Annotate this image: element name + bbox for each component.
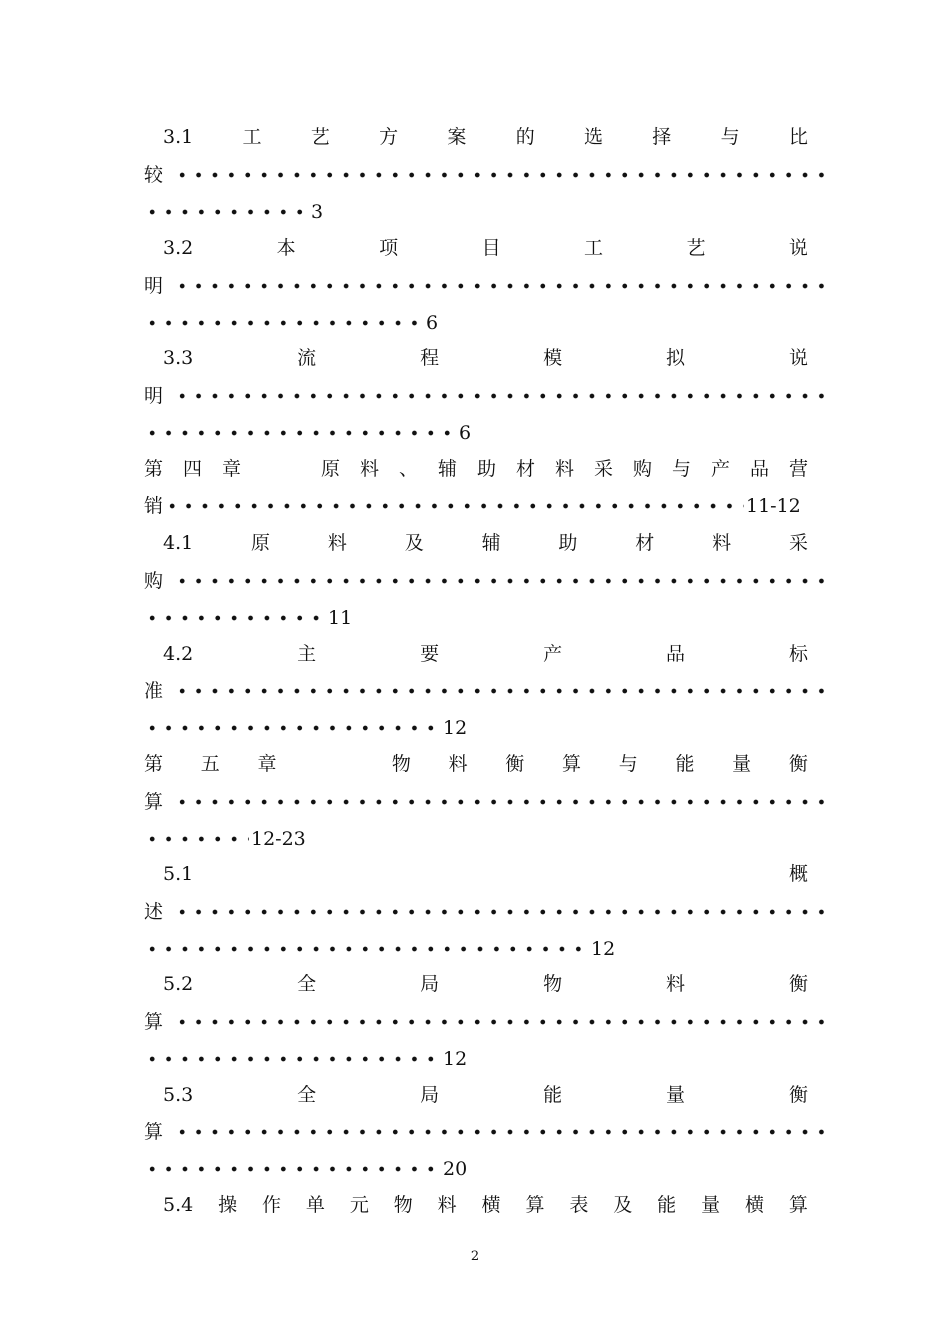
toc-entry-char: 算: [788, 1194, 808, 1216]
toc-entry-char: 量: [701, 1194, 721, 1216]
toc-entry-char: 衡: [788, 973, 808, 995]
toc-leader-line: [144, 1120, 828, 1144]
toc-entry-char: 局: [420, 1084, 440, 1106]
toc-entry-number: 4.1: [163, 532, 194, 554]
toc-entry-char: 元: [349, 1194, 369, 1216]
toc-entry-char: 料: [437, 1194, 457, 1216]
toc-entry-wrap-char: 明: [144, 275, 164, 297]
toc-leader-line: [144, 200, 323, 224]
dot-leader: [164, 503, 744, 509]
toc-entry-char: 拟: [666, 347, 686, 369]
toc-entry-char: 采: [788, 532, 808, 554]
toc-entry-char: 横: [481, 1194, 501, 1216]
dot-leader: [174, 1019, 826, 1025]
toc-entry-title[interactable]: [163, 1083, 808, 1107]
toc-entry-char: 局: [420, 973, 440, 995]
toc-entry-char: 工: [584, 237, 604, 259]
toc-entry-char: 流: [297, 347, 317, 369]
toc-entry-char: 、: [398, 458, 418, 480]
toc-entry-title[interactable]: [144, 457, 808, 481]
dot-leader: [174, 688, 826, 694]
toc-page-ref[interactable]: 6: [459, 422, 472, 444]
dot-leader: [144, 946, 589, 952]
dot-leader: [174, 393, 826, 399]
toc-entry-char: 说: [788, 237, 808, 259]
toc-entry-char: 与: [720, 126, 740, 148]
toc-entry-char: 量: [732, 753, 752, 775]
dot-leader: [144, 725, 441, 731]
toc-entry-char: 选: [583, 126, 603, 148]
toc-entry-char: 五: [200, 753, 220, 775]
toc-entry-title[interactable]: [163, 236, 808, 260]
dot-leader: [144, 1166, 441, 1172]
toc-entry-char: 物: [543, 973, 563, 995]
toc-entry-title[interactable]: [163, 642, 808, 666]
toc-entry-char: 概: [788, 863, 808, 885]
dot-leader: [174, 172, 826, 178]
toc-entry-char: 案: [447, 126, 467, 148]
toc-entry-char: 原: [320, 458, 340, 480]
toc-entry-char: 产: [543, 643, 563, 665]
toc-entry-title[interactable]: [144, 752, 808, 776]
toc-entry-number: 5.4: [163, 1194, 194, 1216]
toc-leader-line: [144, 827, 306, 851]
dot-leader: [174, 909, 826, 915]
toc-entry-title[interactable]: [163, 1193, 808, 1217]
dot-leader: [174, 578, 826, 584]
toc-entry-char: 标: [788, 643, 808, 665]
toc-entry-number: 3.1: [163, 126, 194, 148]
toc-entry-char: 方: [379, 126, 399, 148]
toc-page-ref[interactable]: 20: [443, 1158, 468, 1180]
toc-entry-char: 择: [652, 126, 672, 148]
toc-entry-number: 3.2: [163, 237, 194, 259]
toc-entry-char: 本: [276, 237, 296, 259]
toc-page-ref[interactable]: 12-23: [251, 828, 306, 850]
toc-leader-line: [144, 900, 828, 924]
toc-leader-line: [144, 1047, 467, 1071]
toc-page-ref[interactable]: 12: [443, 717, 468, 739]
toc-entry-number: 5.1: [163, 863, 194, 885]
toc-entry-char: 工: [242, 126, 262, 148]
dot-leader: [144, 209, 309, 215]
toc-entry-char: 的: [515, 126, 535, 148]
toc-entry-char: 品: [749, 458, 769, 480]
toc-leader-line: [144, 311, 438, 335]
toc-leader-line: [144, 790, 828, 814]
dot-leader: [144, 320, 424, 326]
toc-entry-number: 3.3: [163, 347, 194, 369]
toc-entry-char: 说: [788, 347, 808, 369]
toc-entry-char: 辅: [481, 532, 501, 554]
toc-leader-line: [144, 606, 352, 630]
toc-entry-number: 第: [144, 458, 164, 480]
toc-entry-char: 程: [420, 347, 440, 369]
toc-entry-char: 能: [543, 1084, 563, 1106]
toc-leader-line: [144, 421, 471, 445]
toc-entry-char: 助: [476, 458, 496, 480]
toc-entry-char: 与: [671, 458, 691, 480]
toc-entry-char: 算: [525, 1194, 545, 1216]
toc-entry-char: 表: [569, 1194, 589, 1216]
toc-entry-char: 全: [297, 973, 317, 995]
toc-leader-line: [144, 1157, 467, 1181]
toc-page-ref[interactable]: 6: [426, 312, 439, 334]
toc-entry-char: 全: [297, 1084, 317, 1106]
toc-leader-line: [144, 937, 615, 961]
toc-entry-char: 模: [543, 347, 563, 369]
toc-entry-char: 物: [391, 753, 411, 775]
toc-entry-number: 4.2: [163, 643, 194, 665]
toc-leader-line: [144, 1010, 828, 1034]
toc-page-ref[interactable]: 12: [443, 1048, 468, 1070]
toc-entry-number: 5.3: [163, 1084, 194, 1106]
toc-entry-char: 物: [393, 1194, 413, 1216]
toc-entry-char: 营: [788, 458, 808, 480]
toc-entry-char: 衡: [788, 1084, 808, 1106]
dot-leader: [174, 283, 826, 289]
toc-entry-char: 章: [222, 458, 242, 480]
toc-entry-char: 材: [515, 458, 535, 480]
toc-entry-char: 及: [613, 1194, 633, 1216]
toc-entry-char: 材: [635, 532, 655, 554]
toc-page-ref[interactable]: 3: [311, 201, 324, 223]
toc-entry-wrap-char: 明: [144, 385, 164, 407]
toc-entry-char: 作: [262, 1194, 282, 1216]
toc-entry-char: 料: [712, 532, 732, 554]
toc-entry-wrap-char: 销: [144, 495, 164, 517]
toc-entry-title[interactable]: [163, 972, 808, 996]
toc-entry-char: 与: [618, 753, 638, 775]
toc-entry-char: 料: [554, 458, 574, 480]
toc-leader-line: [144, 716, 467, 740]
toc-entry-char: 品: [666, 643, 686, 665]
toc-entry-char: 辅: [437, 458, 457, 480]
toc-leader-line: [144, 679, 828, 703]
toc-entry-char: 横: [744, 1194, 764, 1216]
toc-entry-wrap-char: 准: [144, 680, 164, 702]
toc-entry-char: 衡: [505, 753, 525, 775]
toc-entry-title[interactable]: [163, 125, 808, 149]
toc-page-ref[interactable]: 11-12: [746, 495, 801, 517]
toc-entry-wrap-char: 述: [144, 901, 164, 923]
dot-leader: [144, 836, 249, 842]
toc-entry-char: 量: [666, 1084, 686, 1106]
toc-entry-char: 比: [788, 126, 808, 148]
toc-entry-char: 四: [183, 458, 203, 480]
toc-entry-char: 能: [675, 753, 695, 775]
toc-entry-char: 能: [657, 1194, 677, 1216]
toc-entry-char: 目: [481, 237, 501, 259]
toc-leader-line: [144, 163, 828, 187]
dot-leader: [144, 615, 326, 621]
toc-entry-wrap-char: 算: [144, 1121, 164, 1143]
toc-entry-char: 艺: [686, 237, 706, 259]
toc-entry-char: 助: [558, 532, 578, 554]
toc-entry-title[interactable]: [163, 531, 808, 555]
toc-leader-line: [144, 569, 828, 593]
toc-entry-char: 衡: [788, 753, 808, 775]
toc-entry-char: 料: [327, 532, 347, 554]
toc-entry-title[interactable]: [163, 862, 808, 886]
toc-entry-char: 艺: [310, 126, 330, 148]
dot-leader: [174, 799, 826, 805]
toc-entry-title[interactable]: [163, 346, 808, 370]
toc-leader-line: [144, 384, 828, 408]
toc-entry-wrap-char: 算: [144, 1011, 164, 1033]
toc-entry-char: 产: [710, 458, 730, 480]
toc-page-ref[interactable]: 11: [328, 607, 353, 629]
toc-entry-char: 采: [593, 458, 613, 480]
toc-entry-wrap-char: 较: [144, 164, 164, 186]
toc-entry-char: 算: [562, 753, 582, 775]
dot-leader: [144, 430, 457, 436]
toc-entry-char: 项: [379, 237, 399, 259]
toc-entry-char: 料: [666, 973, 686, 995]
toc-entry-char: 单: [305, 1194, 325, 1216]
toc-page-ref[interactable]: 12: [591, 938, 616, 960]
toc-entry-char: 料: [448, 753, 468, 775]
toc-leader-line: [144, 274, 828, 298]
toc-entry-number: 5.2: [163, 973, 194, 995]
toc-entry-wrap-char: 算: [144, 791, 164, 813]
toc-leader-line: [144, 494, 801, 518]
toc-entry-char: 要: [420, 643, 440, 665]
toc-entry-char: 及: [404, 532, 424, 554]
toc-entry-char: 原: [251, 532, 271, 554]
toc-entry-wrap-char: 购: [144, 570, 164, 592]
dot-leader: [144, 1056, 441, 1062]
toc-entry-char: 主: [297, 643, 317, 665]
toc-entry-number: 第: [144, 753, 164, 775]
toc-entry-char: 章: [257, 753, 277, 775]
dot-leader: [174, 1129, 826, 1135]
toc-entry-char: 料: [359, 458, 379, 480]
page-number: 2: [470, 1249, 480, 1264]
toc-entry-char: 操: [218, 1194, 238, 1216]
toc-entry-char: 购: [632, 458, 652, 480]
